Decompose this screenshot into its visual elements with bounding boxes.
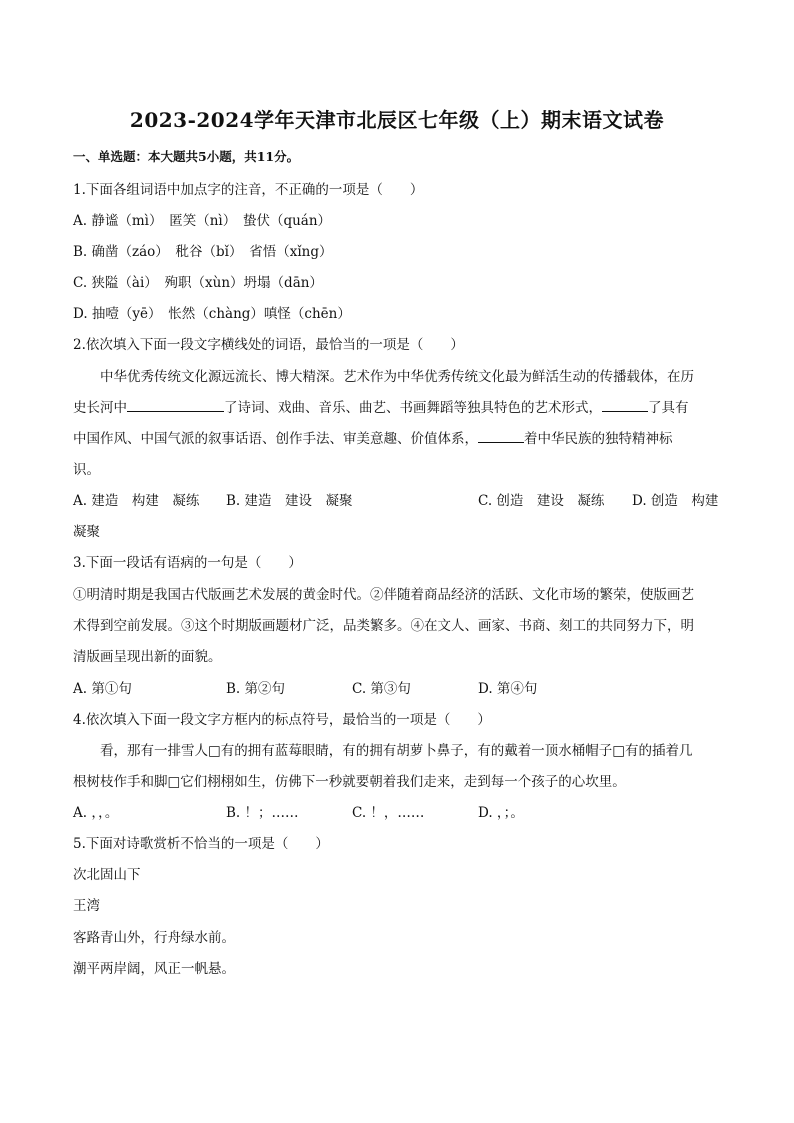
q4-stem: 4.依次填入下面一段文字方框内的标点符号，最恰当的一项是（ ） [73, 712, 491, 728]
answer-blank [478, 428, 524, 443]
q3-passage-line: 术得到空前发展。③这个时期版画题材广泛，品类繁多。④在文人、画家、书商、刻工的共同努力下，明 [73, 618, 694, 634]
q5-stem: 5.下面对诗歌赏析不恰当的一项是（ ） [73, 836, 329, 852]
q2-option-c: C. 创造 建设 凝练 [478, 493, 605, 509]
q2-option-a: A. 建造 构建 凝练 [73, 493, 200, 509]
q1-option-b: B. 确凿（záo） 秕谷（bǐ） 省悟（xǐng） [73, 244, 333, 260]
q3-passage-line: 清版画呈现出新的面貌。 [73, 649, 222, 665]
q4-passage-line: 看，那有一排雪人□有的拥有蓝莓眼睛，有的拥有胡萝卜鼻子，有的戴着一顶水桶帽子□有的插着几 [100, 743, 693, 759]
poem-line: 潮平两岸阔，风正一帆悬。 [73, 961, 235, 977]
q2-passage-line [73, 396, 689, 416]
q2-passage-line [73, 427, 673, 447]
q3-option-d: D. 第④句 [478, 681, 538, 697]
q2-passage-line: 识。 [73, 462, 100, 478]
q2-option-d: D. 创造 构建 [632, 493, 719, 509]
q1-option-d: D. 抽噎（yē） 怅然（chàng）嗔怪（chēn） [73, 306, 351, 322]
answer-blank [127, 397, 224, 412]
poem-author: 王湾 [73, 898, 100, 914]
q2-text: 了具有 [648, 400, 689, 416]
q1-option-a: A. 静谧（mì） 匿笑（nì） 蛰伏（quán） [73, 213, 332, 229]
section-heading: 一、单选题：本大题共5小题，共11分。 [73, 149, 300, 164]
answer-blank [602, 397, 648, 412]
q2-text: 着中华民族的独特精神标 [524, 431, 673, 447]
q3-option-b: B. 第②句 [226, 681, 286, 697]
q3-passage-line: ①明清时期是我国古代版画艺术发展的黄金时代。②伴随着商品经济的活跃、文化市场的繁荣，使版画艺 [73, 587, 694, 603]
poem-title: 次北固山下 [73, 867, 141, 883]
q3-stem: 3.下面一段话有语病的一句是（ ） [73, 555, 302, 571]
q4-option-c: C. ！，…… [352, 805, 425, 821]
q4-option-d: D. ，；。 [478, 805, 524, 821]
q2-option-d-wrap: 凝聚 [73, 524, 100, 540]
q2-option-b: B. 建造 建设 凝聚 [226, 493, 353, 509]
q2-text: 史长河中 [73, 400, 127, 416]
q4-option-b: B. ！；…… [226, 805, 299, 821]
q2-text: 中国作风、中国气派的叙事话语、创作手法、审美意趣、价值体系， [73, 431, 478, 447]
q3-option-a: A. 第①句 [73, 681, 132, 697]
q2-stem: 2.依次填入下面一段文字横线处的词语，最恰当的一项是（ ） [73, 337, 464, 353]
q1-option-c: C. 狭隘（ài） 殉职（xùn）坍塌（dān） [73, 275, 323, 291]
q1-stem: 1.下面各组词语中加点字的注音，不正确的一项是（ ） [73, 182, 424, 198]
exam-title: 2023-2024学年天津市北辰区七年级（上）期末语文试卷 [129, 108, 665, 132]
poem-line: 客路青山外，行舟绿水前。 [73, 930, 235, 946]
q2-text: 了诗词、戏曲、音乐、曲艺、书画舞蹈等独具特色的艺术形式， [224, 400, 602, 416]
q4-option-a: A. ，，。 [73, 805, 119, 821]
q2-passage-line: 中华优秀传统文化源远流长、博大精深。艺术作为中华优秀传统文化最为鲜活生动的传播载体，在历 [100, 369, 694, 385]
q4-passage-line: 根树枝作手和脚□它们栩栩如生，仿佛下一秒就要朝着我们走来，走到每一个孩子的心坎里。 [73, 774, 626, 790]
q3-option-c: C. 第③句 [352, 681, 411, 697]
